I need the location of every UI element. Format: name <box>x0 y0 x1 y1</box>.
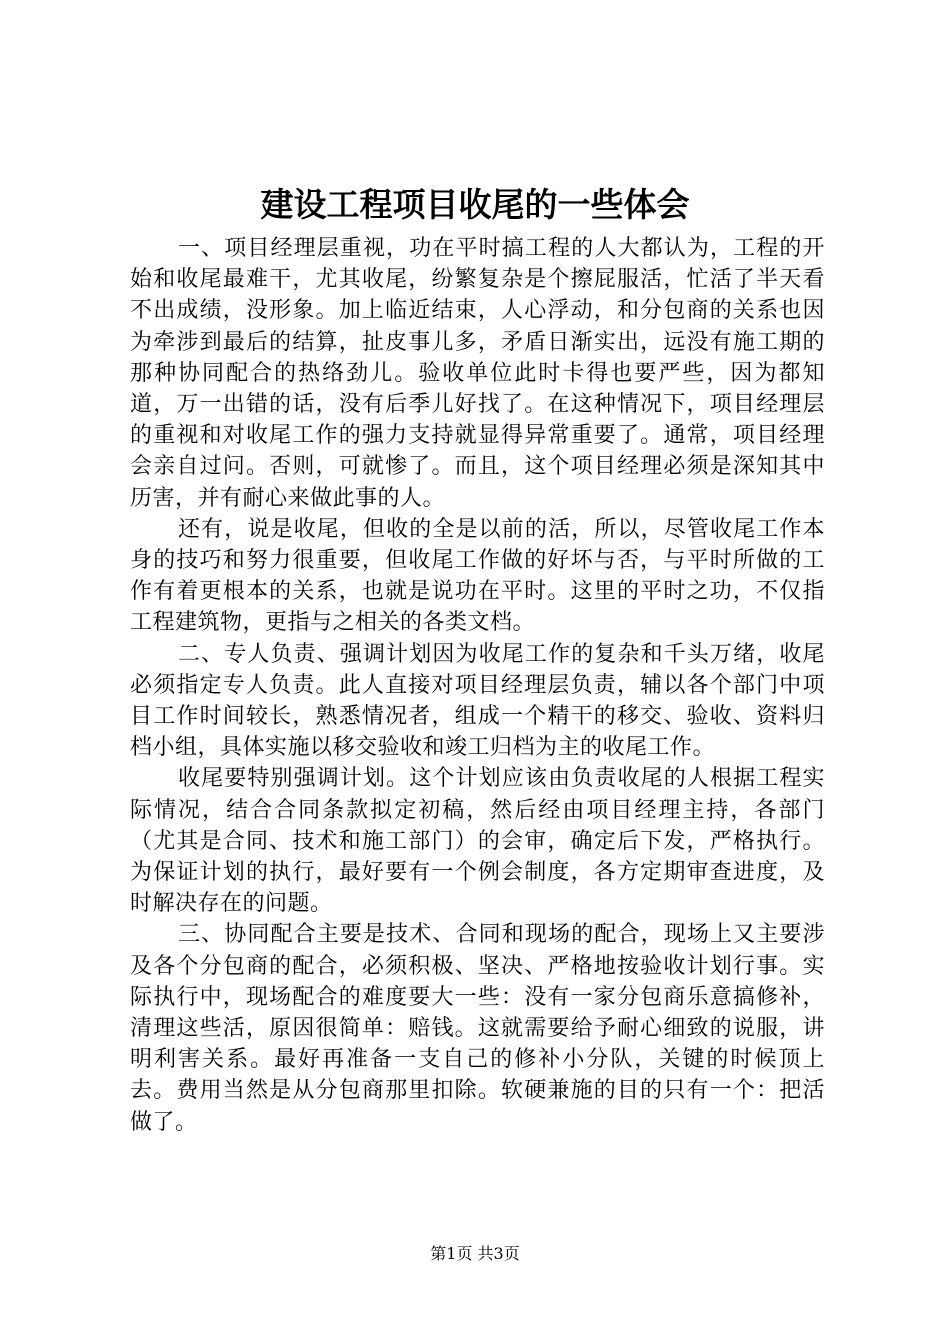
document-title: 建设工程项目收尾的一些体会 <box>260 185 690 224</box>
page-number-footer: 第1页 共3页 <box>430 1244 520 1263</box>
paragraph: 一、项目经理层重视，功在平时搞工程的人大都认为，工程的开始和收尾最难干，尤其收尾，纷繁复杂是个擦屁服活，忙活了半天看不出成绩，没形象。加上临近结束，人心浮动，和分包商的关系也因为牵涉到最后的结算，扯皮事儿多，矛盾日渐实出，远没有施工期的那种协同配合的热络劲儿。验收单位此时卡得也要严些，因为都知道，万一出错的话，没有后季儿好找了。在这种情况下，项目经理层的重视和对收尾工作的强力支持就显得异常重要了。通常，项目经理会亲自过问。否则，可就惨了。而且，这个项目经理必须是深知其中历害，并有耐心来做此事的人。 <box>130 236 825 511</box>
paragraph: 还有，说是收尾，但收的全是以前的活，所以，尽管收尾工作本身的技巧和努力很重要，但收尾工作做的好坏与否，与平时所做的工作有着更根本的关系，也就是说功在平时。这里的平时之功，不仅指工程建筑物，更指与之相关的各类文档。 <box>130 516 825 636</box>
paragraph: 二、专人负责、强调计划因为收尾工作的复杂和千头万绪，收尾必须指定专人负责。此人直接对项目经理层负责，辅以各个部门中项目工作时间较长，熟悉情况者，组成一个精干的移交、验收、资料归档小组，具体实施以移交验收和竣工归档为主的收尾工作。 <box>130 641 825 761</box>
paragraph: 收尾要特别强调计划。这个计划应该由负责收尾的人根据工程实际情况，结合合同条款拟定初稿，然后经由项目经理主持，各部门（尤其是合同、技术和施工部门）的会审，确定后下发，严格执行。为保证计划的执行，最好要有一个例会制度，各方定期审查进度，及时解决存在的问题。 <box>130 766 825 917</box>
paragraph: 三、协同配合主要是技术、合同和现场的配合，现场上又主要涉及各个分包商的配合，必须积极、坚决、严格地按验收计划行事。实际执行中，现场配合的难度要大一些：没有一家分包商乐意搞修补，清理这些活，原因很简单：赔钱。这就需要给予耐心细致的说服，讲明利害关系。最好再准备一支自己的修补小分队，关键的时候顶上去。费用当然是从分包商那里扣除。软硬兼施的目的只有一个：把活做了。 <box>130 922 825 1135</box>
document-body <box>130 233 825 1138</box>
